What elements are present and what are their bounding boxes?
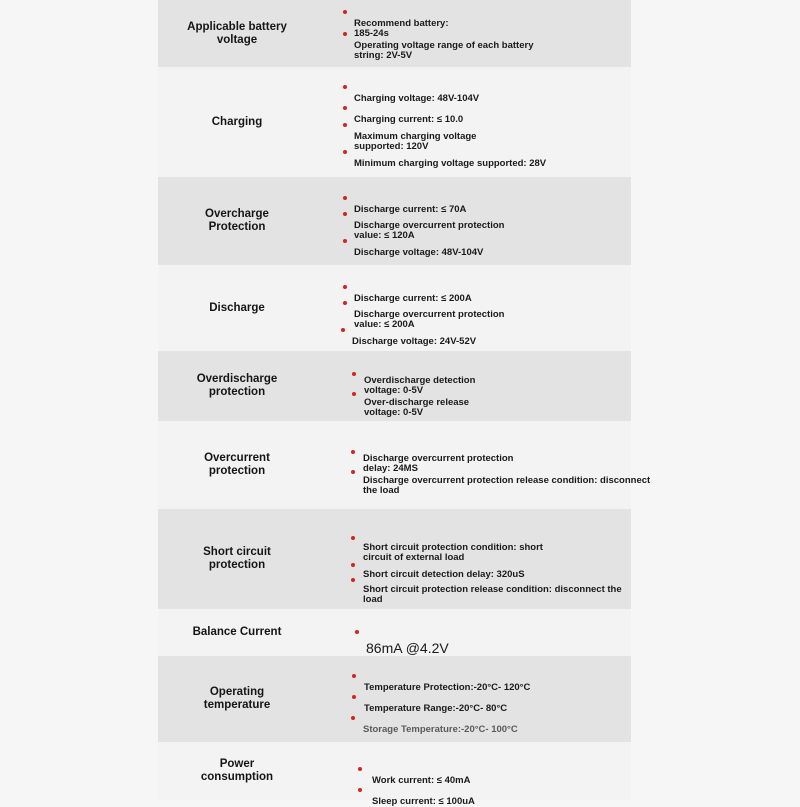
- spec-text: Maximum charging voltage supported: 120V: [354, 131, 477, 152]
- bullet-icon: [355, 630, 359, 634]
- bullet-icon: [352, 695, 356, 699]
- spec-item: [363, 466, 683, 496]
- spec-row-balance-current: [158, 609, 631, 656]
- spec-item: [354, 84, 479, 104]
- bullet-icon: [351, 563, 355, 567]
- spec-text: Discharge overcurrent protection release condition: disconnect the load: [363, 475, 651, 496]
- spec-row-charging: [158, 67, 631, 177]
- bullet-icon: [341, 328, 345, 332]
- spec-text: Temperature Range:-20°C- 80°C: [364, 703, 508, 714]
- bullet-icon: [343, 239, 347, 243]
- bullet-icon: [343, 285, 347, 289]
- bullet-icon: [343, 150, 347, 154]
- spec-text: 86mA @4.2V: [366, 640, 449, 656]
- spec-row-overcharge: [158, 177, 631, 265]
- row-label: Power consumption: [200, 758, 274, 783]
- spec-row-overcurrent: [158, 421, 651, 509]
- spec-item: [354, 122, 476, 152]
- spec-item: [364, 694, 507, 714]
- bullet-icon: [358, 767, 362, 771]
- bullet-icon: [343, 196, 347, 200]
- spec-item: [352, 327, 476, 347]
- spec-item: [354, 149, 546, 169]
- spec-row-power-consumption: [158, 742, 631, 807]
- bullet-icon: [343, 106, 347, 110]
- spec-text: Over-discharge release voltage: 0-5V: [364, 397, 470, 418]
- bullet-icon: [351, 716, 355, 720]
- spec-row-short-circuit: [158, 509, 631, 609]
- bullet-icon: [343, 85, 347, 89]
- row-label: Discharge: [209, 301, 265, 314]
- spec-row-discharge: [158, 265, 631, 351]
- spec-item: [363, 715, 518, 735]
- row-label: Operating temperature: [203, 686, 271, 711]
- bullet-icon: [343, 10, 347, 14]
- spec-row-operating-temperature: [158, 656, 631, 742]
- spec-item: [354, 300, 504, 330]
- spec-text: Storage Temperature:-20°C- 100°C: [363, 724, 518, 735]
- bullet-icon: [351, 578, 355, 582]
- bullet-icon: [351, 470, 355, 474]
- spec-item: [354, 238, 483, 258]
- bullet-icon: [343, 212, 347, 216]
- spec-text: Discharge overcurrent protection delay: 24MS: [363, 453, 514, 474]
- row-label: Overcurrent protection: [204, 452, 270, 477]
- row-label: Short circuit protection: [203, 546, 271, 571]
- spec-item: [372, 787, 475, 807]
- row-label: Overcharge Protection: [205, 208, 269, 233]
- spec-text: Overdischarge detection voltage: 0-5V: [364, 375, 476, 396]
- row-label: Applicable battery voltage: [187, 20, 287, 46]
- spec-item: [354, 211, 504, 241]
- spec-text: Temperature Protection:-20°C- 120°C: [364, 682, 531, 693]
- bullet-icon: [343, 123, 347, 127]
- spec-text: Minimum charging voltage supported: 28V: [354, 158, 547, 169]
- spec-text: Discharge overcurrent protection value: ≤ 200A: [354, 309, 505, 330]
- spec-table: [158, 0, 651, 807]
- spec-text: Discharge voltage: 24V-52V: [352, 336, 477, 347]
- bullet-icon: [351, 536, 355, 540]
- spec-text: Discharge voltage: 48V-104V: [354, 247, 484, 258]
- row-label: Balance Current: [192, 626, 282, 638]
- spec-text: Work current: ≤ 40mA: [372, 775, 471, 786]
- bullet-icon: [352, 372, 356, 376]
- bullet-icon: [343, 301, 347, 305]
- spec-text: Discharge overcurrent protection value: ≤ 120A: [354, 220, 505, 241]
- spec-item: [364, 388, 469, 418]
- bullet-icon: [358, 788, 362, 792]
- spec-text: Sleep current: ≤ 100uA: [372, 796, 475, 807]
- bullet-icon: [351, 450, 355, 454]
- spec-item: [364, 673, 530, 693]
- spec-item: [363, 533, 543, 563]
- spec-text: Charging voltage: 48V-104V: [354, 93, 480, 104]
- bullet-icon: [352, 674, 356, 678]
- row-label: Overdischarge protection: [196, 373, 278, 398]
- spec-text: Short circuit detection delay: 320uS: [363, 569, 525, 580]
- spec-item: [366, 624, 449, 656]
- spec-item: [354, 31, 534, 61]
- spec-row-battery-voltage: [158, 0, 631, 67]
- spec-row-overdischarge: [158, 351, 631, 421]
- spec-text: Short circuit protection condition: short circuit of external load: [363, 542, 543, 563]
- spec-text: Discharge current: ≤ 200A: [354, 293, 472, 304]
- spec-text: Short circuit protection release condition: disconnect the load: [363, 584, 622, 605]
- row-label: Charging: [211, 115, 263, 128]
- spec-item: [363, 575, 683, 605]
- bullet-icon: [343, 32, 347, 36]
- spec-item: [372, 766, 470, 786]
- spec-text: Charging current: ≤ 10.0: [354, 114, 464, 125]
- spec-text: Operating voltage range of each battery string: 2V-5V: [354, 40, 534, 61]
- spec-text: Recommend battery: 185-24s: [354, 18, 449, 39]
- bullet-icon: [352, 392, 356, 396]
- spec-text: Discharge current: ≤ 70A: [354, 204, 467, 215]
